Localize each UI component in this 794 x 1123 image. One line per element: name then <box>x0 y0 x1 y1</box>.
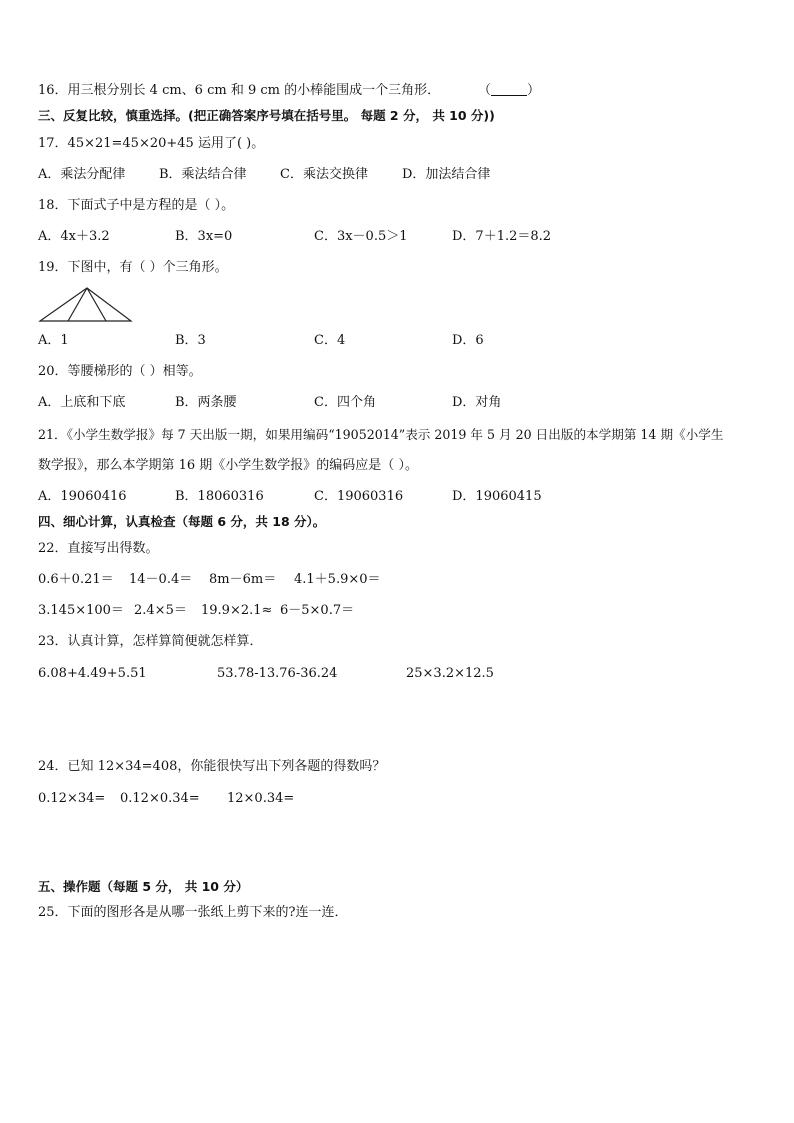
question-24-stem: 24．已知 12×34=408，你能很快写出下列各题的得数吗？ <box>38 759 386 774</box>
expression: 53.78-13.76-36.24 <box>217 666 338 681</box>
product-expressions <box>38 790 758 808</box>
option-a[interactable]: A．1 <box>38 333 69 348</box>
option-d[interactable]: D．19060415 <box>452 489 542 504</box>
question-16 <box>38 82 440 100</box>
section-4-title: 四、细心计算，认真检查（每题 6 分，共 18 分）。 <box>38 514 326 529</box>
option-b[interactable]: B．3 <box>175 333 206 348</box>
expression: 0.6＋0.21＝ <box>38 572 114 587</box>
question-25-stem: 25．下面的图形各是从哪一张纸上剪下来的?连一连． <box>38 905 348 920</box>
expression: 25×3.2×12.5 <box>406 666 494 681</box>
option-b[interactable]: B．18060316 <box>175 489 264 504</box>
expression: 2.4×5＝ <box>134 603 187 618</box>
expression: 0.12×0.34= <box>120 791 200 806</box>
expression: 19.9×2.1≈ <box>201 603 273 618</box>
question-20-stem: 20．等腰梯形的（ ）相等。 <box>38 364 202 379</box>
simplify-expressions <box>38 665 758 683</box>
option-c[interactable]: C．3x－0.5＞1 <box>314 229 408 244</box>
section-5-title: 五、操作题（每题 5 分， 共 10 分） <box>38 879 249 894</box>
option-a[interactable]: A．19060416 <box>38 489 127 504</box>
mental-math-row-1 <box>38 571 758 589</box>
option-b[interactable]: B．乘法结合律 <box>159 167 247 182</box>
expression: 14－0.4＝ <box>129 572 193 587</box>
mental-math-row-2 <box>38 602 758 620</box>
section-3-title: 三、反复比较，慎重选择。(把正确答案序号填在括号里。 每题 2 分， 共 10 分)) <box>38 108 495 123</box>
expression: 3.145×100＝ <box>38 603 124 618</box>
option-c[interactable]: C．19060316 <box>314 489 404 504</box>
question-22-stem: 22．直接写出得数。 <box>38 541 159 556</box>
question-17-stem: 17．45×21=45×20+45 运用了( )。 <box>38 136 265 151</box>
question-19-options <box>38 332 758 350</box>
option-a[interactable]: A．上底和下底 <box>38 395 126 410</box>
expression: 6－5×0.7＝ <box>280 603 355 618</box>
expression: 8m－6m＝ <box>209 572 277 587</box>
option-a[interactable]: A．乘法分配律 <box>38 167 126 182</box>
question-19-stem: 19．下图中，有（ ）个三角形。 <box>38 260 228 275</box>
option-d[interactable]: D．7＋1.2＝8.2 <box>452 229 552 244</box>
question-21-options <box>38 488 758 506</box>
question-20-options <box>38 394 758 412</box>
question-16-text: 16．用三根分别长 4 cm、6 cm 和 9 cm 的小棒能围成一个三角形． <box>38 83 441 98</box>
expression: 4.1＋5.9×0＝ <box>294 572 381 587</box>
question-18-options <box>38 228 758 246</box>
question-21-line-1: 21．《小学生数学报》每 7 天出版一期，如果用编码“19052014”表示 2019 年 5 月 20 日出版的本学期第 14 期《小学生 <box>38 427 724 442</box>
question-21-line-2: 数学报》，那么本学期第 16 期《小学生数学报》的编码应是（ ）。 <box>38 458 418 473</box>
option-d[interactable]: D．6 <box>452 333 484 348</box>
option-b[interactable]: B．两条腰 <box>175 395 237 410</box>
option-b[interactable]: B．3x=0 <box>175 229 233 244</box>
expression: 12×0.34= <box>227 791 295 806</box>
option-c[interactable]: C．乘法交换律 <box>280 167 368 182</box>
blank-line <box>491 83 527 96</box>
option-c[interactable]: C．四个角 <box>314 395 376 410</box>
expression: 6.08+4.49+5.51 <box>38 666 147 681</box>
triangle-figure <box>38 286 134 324</box>
option-a[interactable]: A．4x＋3.2 <box>38 229 110 244</box>
question-18-stem: 18．下面式子中是方程的是（ ）。 <box>38 198 235 213</box>
option-d[interactable]: D．加法结合律 <box>402 167 491 182</box>
answer-blank-16[interactable]: （ ） <box>478 83 541 98</box>
question-17-options <box>38 166 758 184</box>
question-23-stem: 23．认真计算，怎样算简便就怎样算． <box>38 634 263 649</box>
option-d[interactable]: D．对角 <box>452 395 502 410</box>
expression: 0.12×34= <box>38 791 106 806</box>
option-c[interactable]: C．4 <box>314 333 346 348</box>
